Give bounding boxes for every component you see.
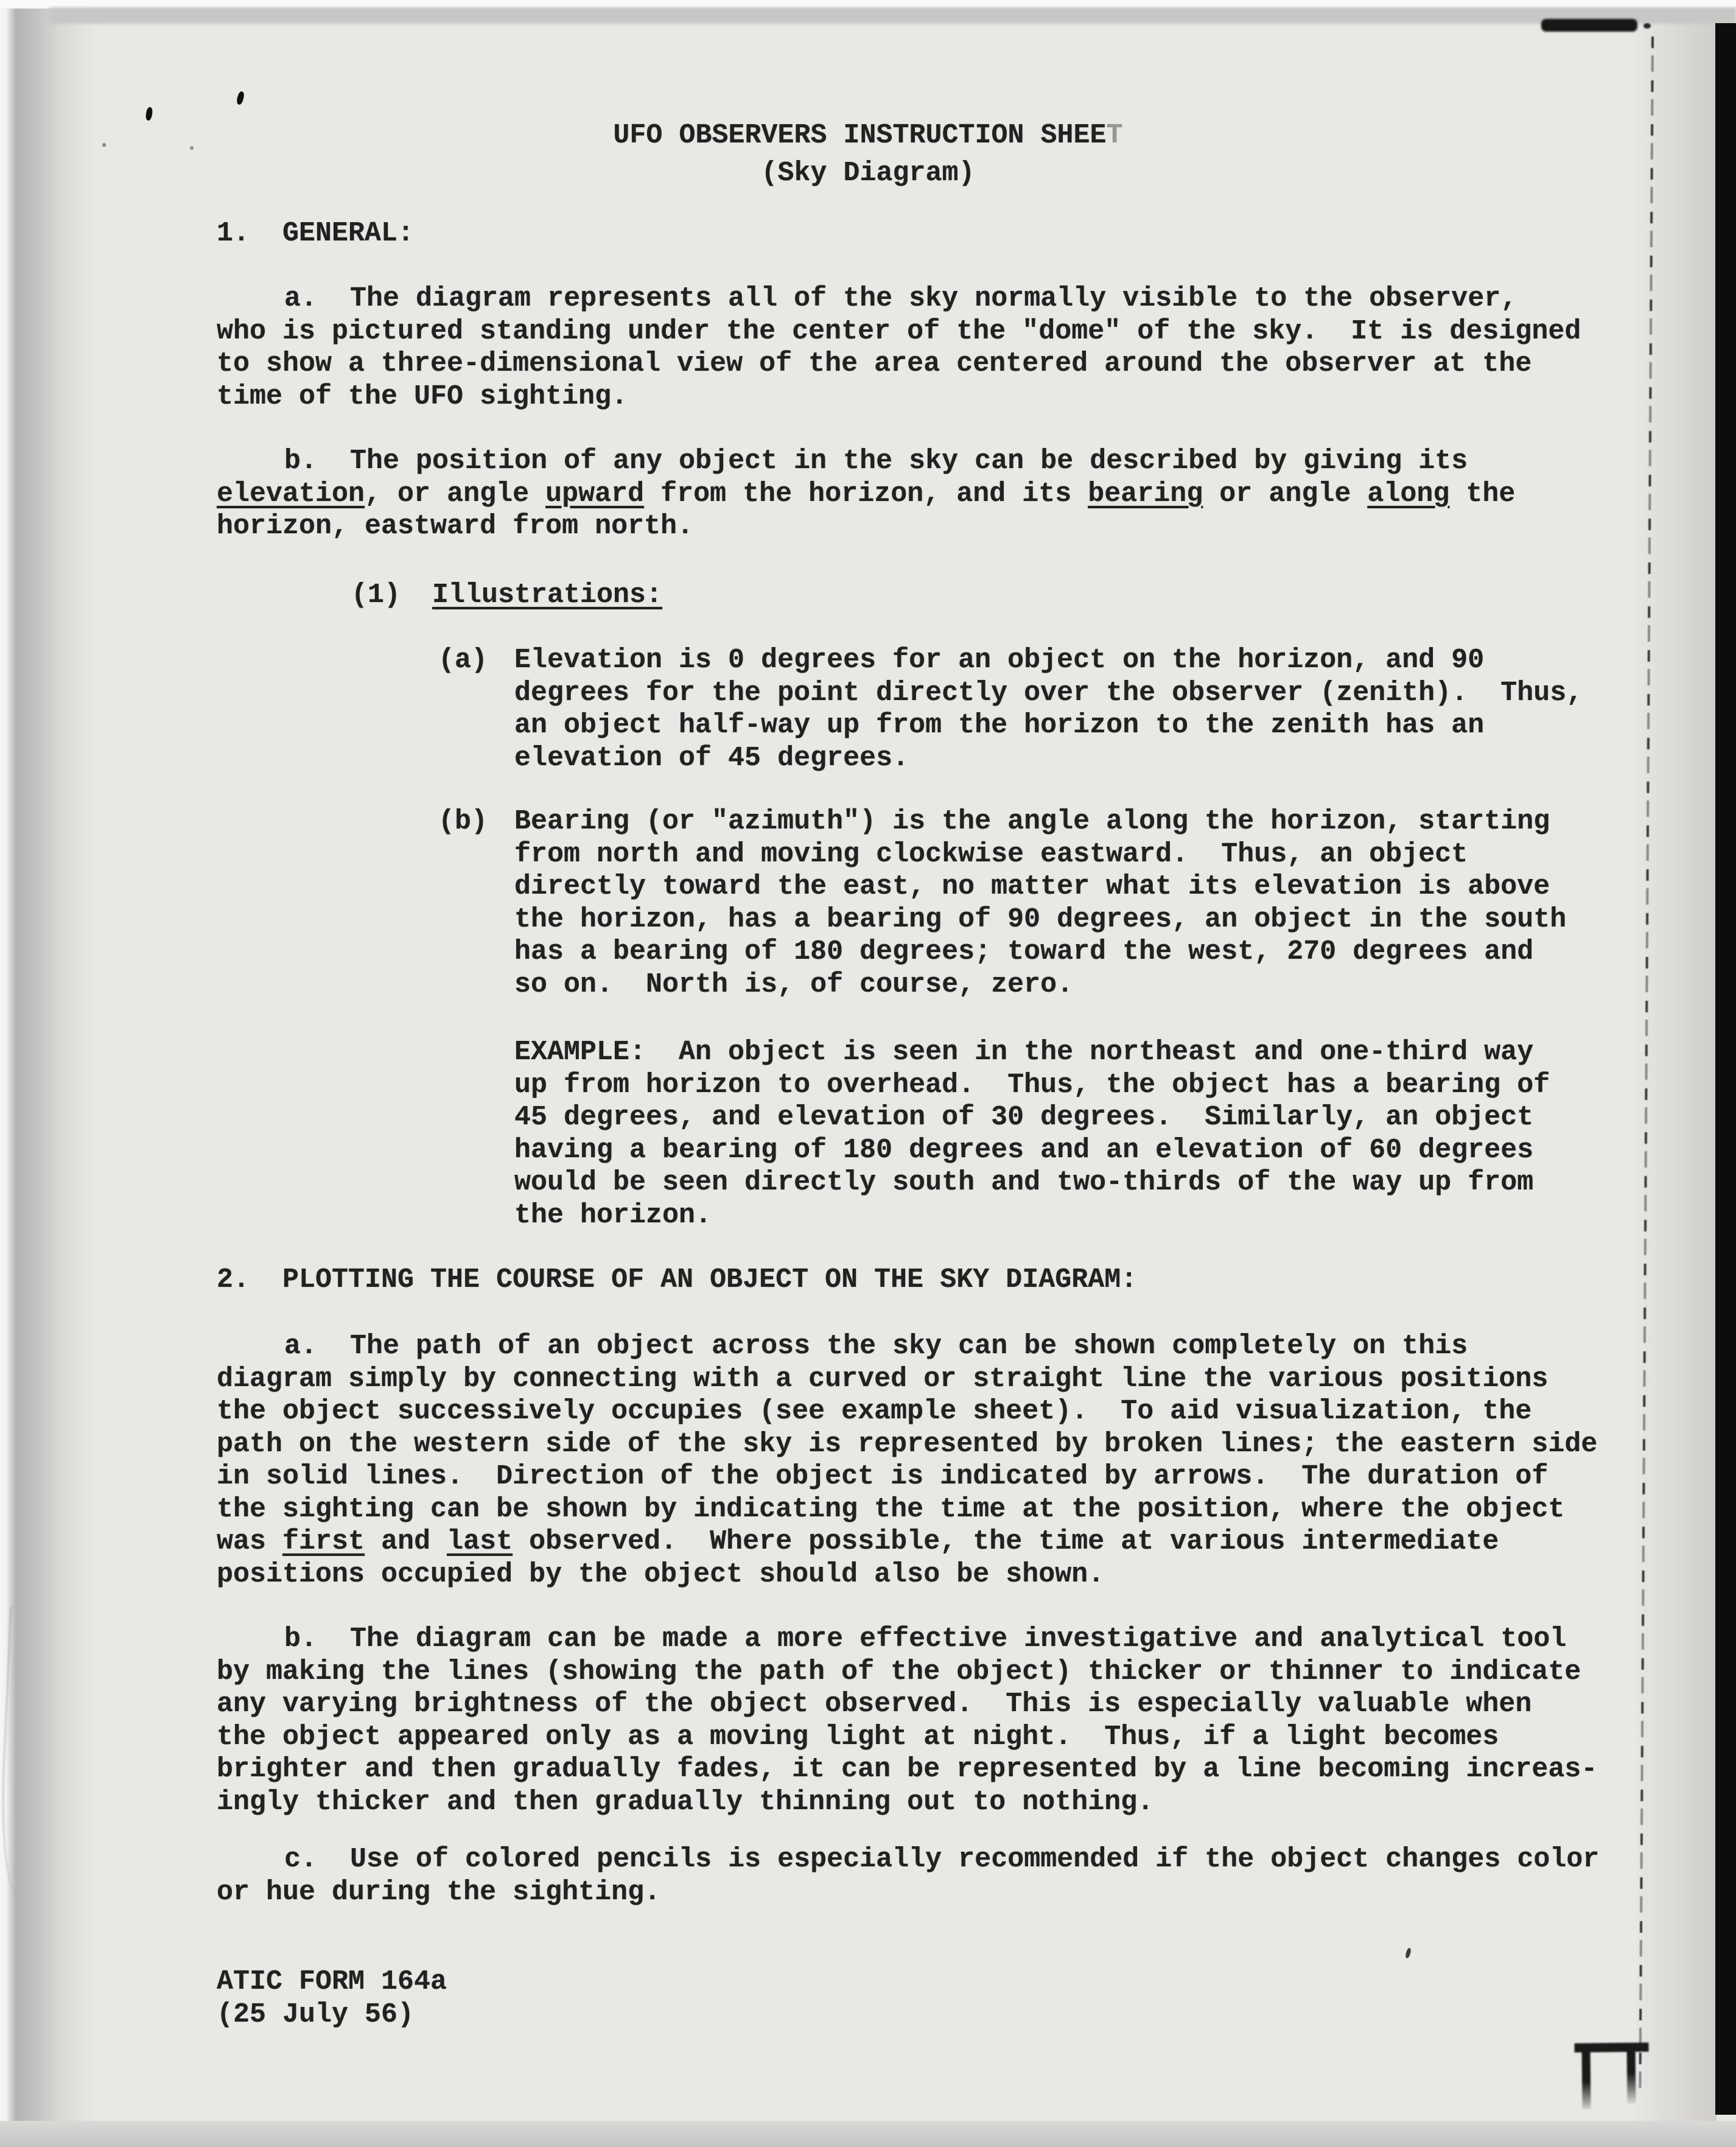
text-segment: 1. GENERAL: <box>217 218 415 249</box>
text-line <box>514 1199 1550 1232</box>
text-line <box>514 968 1566 1001</box>
text-segment: horizon, eastward from north. <box>217 511 694 542</box>
text-line <box>0 117 1736 155</box>
text-segment: EXAMPLE: An object is seen in the northeast and one-third way <box>514 1037 1534 1068</box>
text-segment: T <box>1106 120 1123 151</box>
underlined-text: elevation <box>217 478 365 510</box>
text-segment: having a bearing of 180 degrees and an elevation of 60 degrees <box>514 1134 1534 1166</box>
block-form-footer <box>217 1966 447 2031</box>
underlined-text: bearing <box>1088 478 1203 510</box>
text-segment: observed. Where possible, the time at various intermediate <box>513 1526 1499 1557</box>
text-line <box>217 1721 1597 1754</box>
text-line <box>514 1166 1550 1199</box>
block-lines <box>438 805 1566 1001</box>
text-line <box>514 1101 1550 1134</box>
block-lines <box>0 117 1736 192</box>
underlined-text: last <box>447 1526 513 1557</box>
text-segment: Elevation is 0 degrees for an object on the horizon, and 90 <box>514 645 1485 676</box>
text-segment: an object half-way up from the horizon to the zenith has an <box>514 710 1485 741</box>
text-line <box>217 1363 1597 1396</box>
text-line <box>514 709 1583 742</box>
block-lines <box>217 1264 1137 1297</box>
text-line <box>217 510 1515 543</box>
text-line <box>217 348 1581 380</box>
block-lines <box>217 1330 1597 1591</box>
text-line <box>217 1428 1597 1461</box>
text-line <box>217 1264 1137 1297</box>
text-segment: up from horizon to overhead. Thus, the object has a bearing of <box>514 1069 1550 1101</box>
text-segment: 45 degrees, and elevation of 30 degrees. Similarly, an object <box>514 1102 1534 1133</box>
underlined-text: first <box>282 1526 365 1557</box>
text-segment: was <box>217 1526 283 1557</box>
text-segment: any varying brightness of the object observed. This is especially valuable when <box>217 1689 1532 1720</box>
text-segment: diagram simply by connecting with a curved or straight line the various positions <box>217 1363 1549 1395</box>
underlined-text: along <box>1367 478 1450 510</box>
block-heading-2 <box>217 1264 1137 1297</box>
item-label-item-1b: (b) <box>438 806 488 837</box>
block-para-1a <box>217 282 1581 413</box>
text-line <box>514 936 1566 968</box>
text-line <box>217 315 1581 348</box>
text-line <box>217 1330 1597 1363</box>
block-lines <box>438 644 1583 774</box>
block-para-2c <box>217 1843 1599 1908</box>
block-title <box>0 117 1736 192</box>
text-segment: or hue during the sighting. <box>217 1876 661 1908</box>
text-segment: (25 July 56) <box>217 1998 415 2030</box>
text-segment: 2. PLOTTING THE COURSE OF AN OBJECT ON THE SKY DIAGRAM: <box>217 1264 1138 1295</box>
text-line <box>432 579 662 612</box>
text-segment: (Sky Diagram) <box>761 158 975 189</box>
text-segment: UFO OBSERVERS INSTRUCTION SHEE <box>613 120 1107 151</box>
text-line <box>217 1493 1597 1526</box>
block-lines <box>217 445 1515 543</box>
text-line <box>217 1656 1597 1689</box>
text-line <box>217 1786 1597 1819</box>
block-lines <box>217 1623 1597 1818</box>
text-line <box>217 1876 1599 1909</box>
text-segment: time of the UFO sighting. <box>217 380 628 412</box>
text-line <box>514 1069 1550 1102</box>
text-segment: ATIC FORM 164a <box>217 1966 447 1997</box>
text-line <box>514 1134 1550 1167</box>
text-line <box>0 155 1736 192</box>
text-segment: , or angle <box>365 478 546 510</box>
text-segment: and <box>365 1526 447 1557</box>
text-segment: would be seen directly south and two-thirds of the way up from <box>514 1167 1534 1198</box>
text-line <box>514 644 1583 677</box>
text-segment: elevation of 45 degrees. <box>514 742 909 774</box>
text-segment: by making the lines (showing the path of the object) thicker or thinner to indicate <box>217 1656 1581 1687</box>
item-label-item-1a: (a) <box>438 645 488 676</box>
text-line <box>217 380 1581 413</box>
block-heading-1 <box>217 217 414 250</box>
block-lines <box>217 1966 447 2031</box>
text-segment: the horizon. <box>514 1199 712 1231</box>
text-line <box>217 1623 1597 1656</box>
text-segment: has a bearing of 180 degrees; toward the west, 270 degrees and <box>514 936 1534 967</box>
text-line <box>217 217 414 250</box>
text-segment: the <box>1449 478 1516 510</box>
text-line <box>514 1036 1550 1069</box>
text-line <box>217 1753 1597 1786</box>
text-segment: b. The diagram can be made a more effective investigative and analytical tool <box>284 1623 1567 1655</box>
text-segment: Bearing (or "azimuth") is the angle along the horizon, starting <box>514 806 1550 837</box>
text-segment: path on the western side of the sky is represented by broken lines; the eastern side <box>217 1428 1598 1460</box>
block-lines <box>217 217 414 250</box>
text-line <box>217 1558 1597 1591</box>
block-item-1a <box>438 644 1583 774</box>
underlined-text: upward <box>545 478 645 510</box>
text-segment: the object successively occupies (see example sheet). To aid visualization, the <box>217 1396 1532 1427</box>
item-label-item-1: (1) <box>351 580 401 611</box>
block-example <box>514 1036 1550 1231</box>
text-segment: or angle <box>1203 478 1368 510</box>
text-line <box>514 838 1566 871</box>
text-segment: directly toward the east, no matter what its elevation is above <box>514 871 1550 902</box>
text-line <box>217 282 1581 315</box>
block-lines <box>217 282 1581 413</box>
text-line <box>514 870 1566 903</box>
text-line <box>217 1966 447 1998</box>
text-segment: so on. North is, of course, zero. <box>514 968 1074 1000</box>
block-lines <box>217 1843 1599 1908</box>
text-segment: a. The diagram represents all of the sky normally visible to the observer, <box>284 283 1517 314</box>
block-para-2a <box>217 1330 1597 1591</box>
text-segment: from north and moving clockwise eastward. Thus, an object <box>514 838 1468 870</box>
text-line <box>514 805 1566 838</box>
text-segment: to show a three-dimensional view of the area centered around the observer at the <box>217 348 1532 379</box>
text-segment: positions occupied by the object should also be shown. <box>217 1558 1105 1590</box>
text-segment: brighter and then gradually fades, it can be represented by a line becoming increas- <box>217 1754 1598 1785</box>
block-lines <box>514 1036 1550 1231</box>
text-line <box>217 478 1515 511</box>
block-item-1 <box>351 579 662 612</box>
text-segment: from the horizon, and its <box>644 478 1088 510</box>
block-para-1b <box>217 445 1515 543</box>
text-line <box>514 677 1583 710</box>
block-para-2b <box>217 1623 1597 1818</box>
text-segment: degrees for the point directly over the observer (zenith). Thus, <box>514 677 1583 709</box>
text-line <box>514 742 1583 775</box>
text-line <box>217 1843 1599 1876</box>
text-line <box>514 903 1566 936</box>
text-line <box>217 445 1515 478</box>
text-line <box>217 1395 1597 1428</box>
text-line <box>217 1998 447 2031</box>
text-segment: the sighting can be shown by indicating the time at the position, where the object <box>217 1493 1565 1525</box>
text-segment: the object appeared only as a moving light at night. Thus, if a light becomes <box>217 1721 1499 1753</box>
text-line <box>217 1460 1597 1493</box>
text-segment: b. The position of any object in the sky can be described by giving its <box>284 446 1468 477</box>
text-segment: the horizon, has a bearing of 90 degrees, an object in the south <box>514 903 1567 935</box>
text-line <box>217 1688 1597 1721</box>
text-line <box>217 1525 1597 1558</box>
text-segment: a. The path of an object across the sky can be shown completely on this <box>284 1331 1468 1362</box>
underlined-text: Illustrations: <box>432 580 663 611</box>
text-segment: ingly thicker and then gradually thinning out to nothing. <box>217 1786 1154 1818</box>
text-segment: who is pictured standing under the center of the "dome" of the sky. It is designed <box>217 315 1581 347</box>
block-item-1b <box>438 805 1566 1001</box>
text-segment: in solid lines. Direction of the object is indicated by arrows. The duration of <box>217 1461 1549 1492</box>
text-segment: c. Use of colored pencils is especially recommended if the object changes color <box>284 1844 1600 1875</box>
